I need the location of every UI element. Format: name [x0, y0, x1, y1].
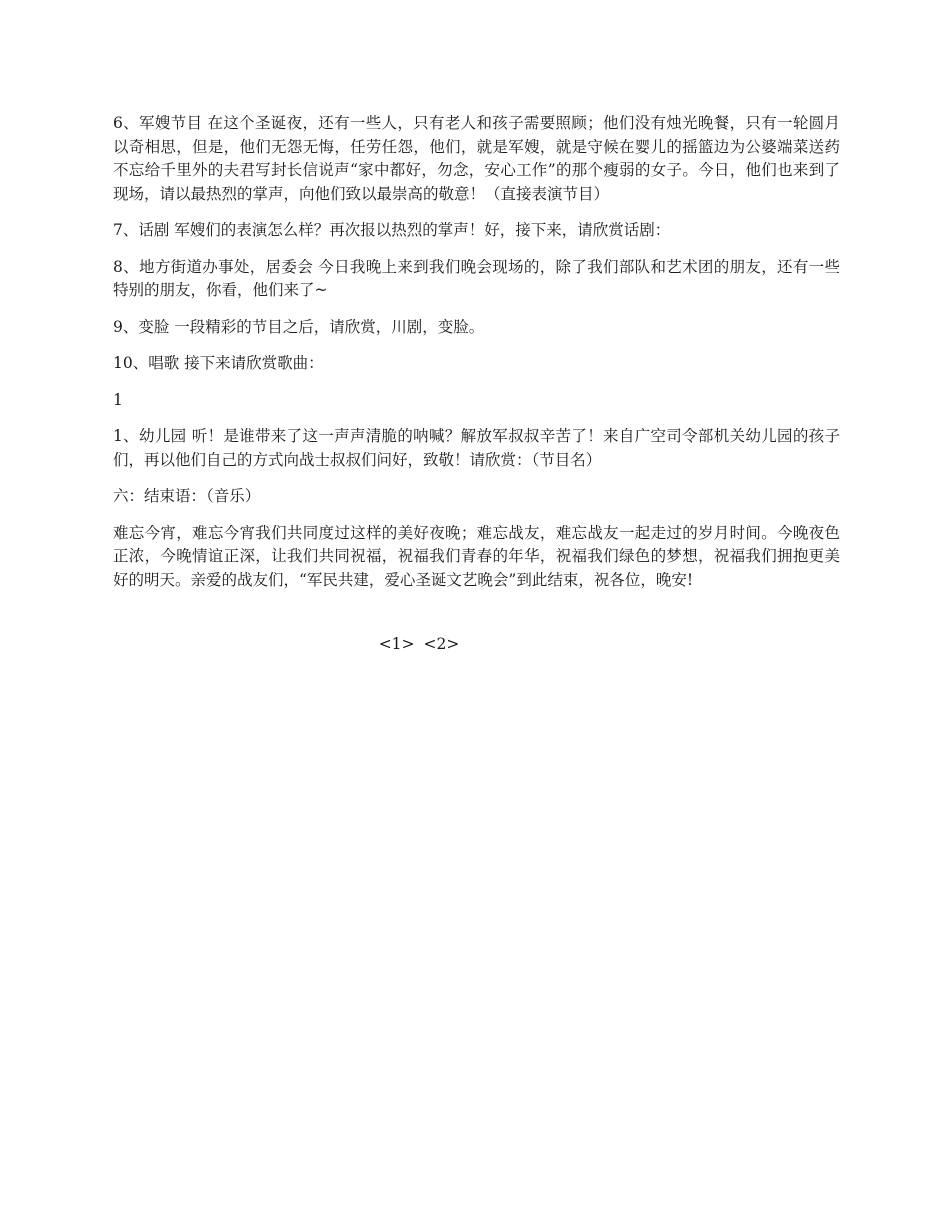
paragraph-drama: 7、话剧 军嫂们的表演怎么样？再次报以热烈的掌声！好，接下来，请欣赏话剧：: [113, 221, 671, 239]
paragraph-number: 1: [113, 390, 123, 409]
paragraph-face-changing: 9、变脸 一段精彩的节目之后，请欣赏，川剧，变脸。: [113, 317, 485, 336]
paragraph-closing-remarks: 难忘今宵，难忘今宵我们共同度过这样的美好夜晚；难忘战友，难忘战友一起走过的岁月时间。今晚夜色正浓，今晚情谊正深，让我们共同祝福，祝福我们青春的年华，祝福我们绿色的梦想，祝福我们拥抱更美好的明天。亲爱的战友们，“军民共建，爱心圣诞文艺晚会”到此结束，祝各位，晚安!: [113, 523, 840, 589]
paragraph-street-office: 8、地方街道办事处，居委会 今日我晚上来到我们晚会现场的，除了我们部队和艺术团的朋友，还有一些特别的朋友，你看，他们来了~: [113, 257, 840, 299]
page-link-2[interactable]: <2>: [423, 635, 460, 653]
paragraph-kindergarten: 1、幼儿园 听！是谁带来了这一声声清脆的呐喊？解放军叔叔辛苦了！来自广空司令部机关幼儿园的孩子们，再以他们自己的方式向战士叔叔们问好，致敬！请欣赏：（节目名）: [113, 427, 840, 469]
document-body: [113, 112, 840, 605]
paragraph-military-wives: 6、军嫂节目 在这个圣诞夜，还有一些人，只有老人和孩子需要照顾；他们没有烛光晚餐，只有一轮圆月以奇相思，但是，他们无怨无悔，任劳任怨，他们，就是军嫂，就是守候在婴儿的摇篮边为公婆端菜送药不忘给千里外的夫君写封长信说声“家中都好，勿念，安心工作”的那个瘦弱的女子。今日，他们也来到了现场，请以最热烈的掌声，向他们致以最崇高的敬意！（直接表演节目）: [113, 114, 840, 203]
paragraph-singing: 10、唱歌 接下来请欣赏歌曲：: [113, 354, 324, 372]
pagination: [0, 633, 838, 656]
section-heading-closing: 六：结束语：（音乐）: [113, 487, 261, 505]
page-link-1[interactable]: <1>: [378, 635, 415, 653]
